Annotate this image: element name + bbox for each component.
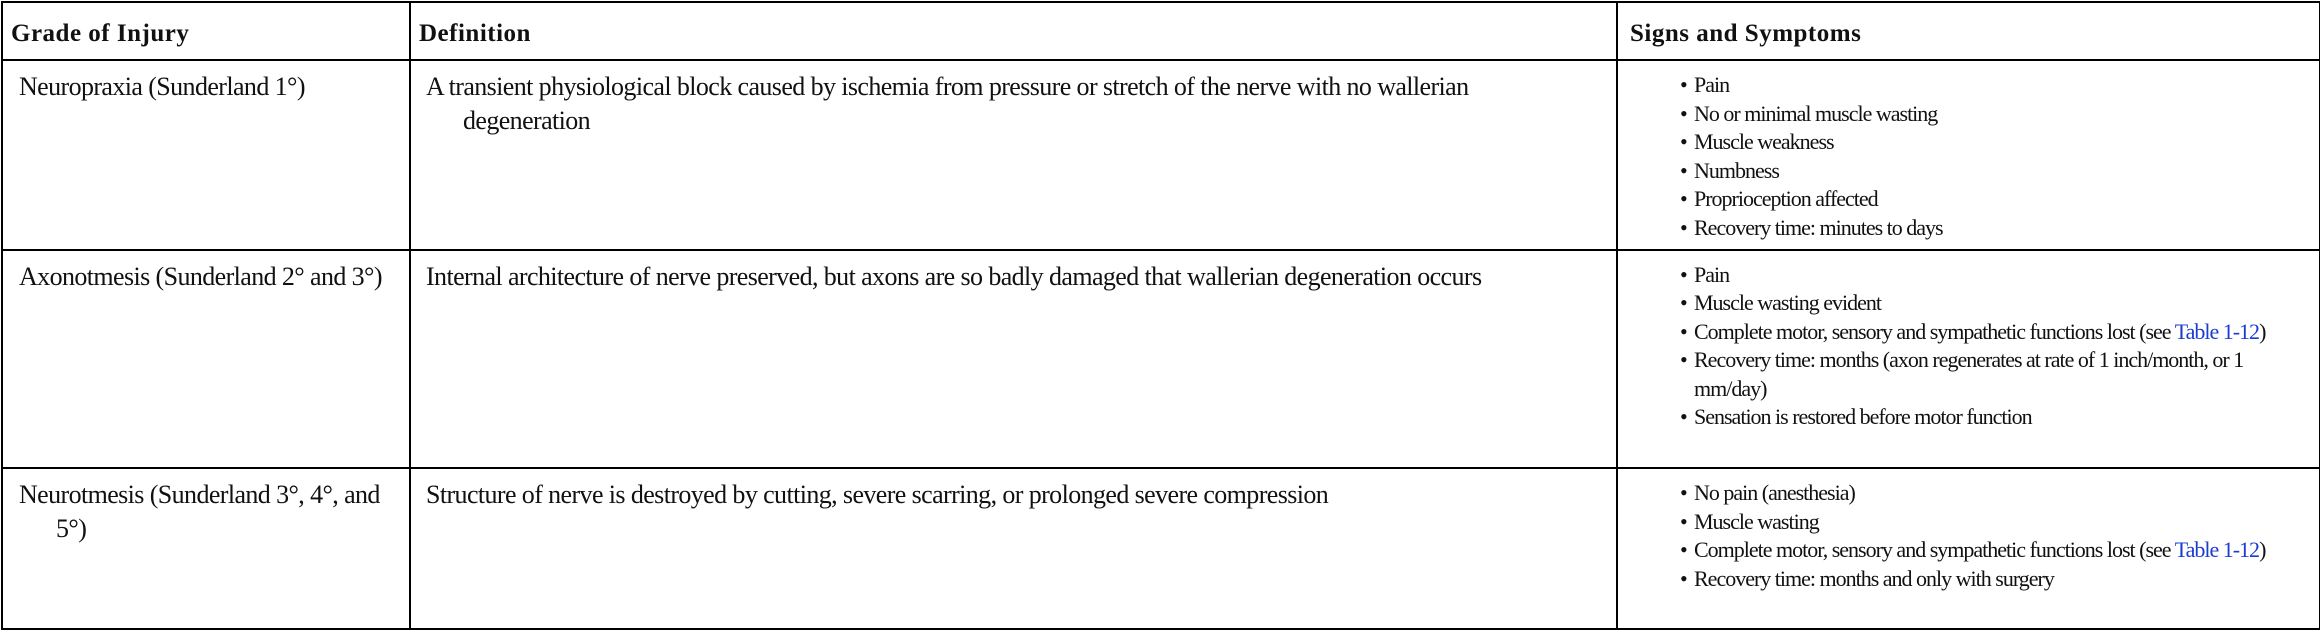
signs-cell bbox=[1617, 250, 2320, 469]
bullet-icon: • bbox=[1680, 508, 1687, 534]
bullet-icon: • bbox=[1680, 290, 1687, 316]
signs-cell bbox=[1617, 468, 2320, 629]
sign-text: Sensation is restored before motor function bbox=[1694, 404, 2032, 430]
sign-item bbox=[1680, 479, 2299, 508]
sign-item bbox=[1680, 346, 2299, 403]
bullet-icon: • bbox=[1680, 72, 1687, 97]
sign-item bbox=[1680, 100, 2299, 129]
definition-cell bbox=[410, 250, 1617, 469]
grade-cell bbox=[2, 60, 410, 250]
sign-text: Numbness bbox=[1694, 157, 1779, 183]
sign-text-suffix: ) bbox=[2259, 318, 2266, 344]
sign-item bbox=[1680, 214, 2299, 243]
signs-list bbox=[1680, 479, 2299, 593]
sign-item bbox=[1680, 157, 2299, 186]
header-grade: Grade of Injury bbox=[2, 2, 410, 60]
header-definition: Definition bbox=[410, 2, 1617, 60]
table-reference-link[interactable]: Table 1-12 bbox=[2174, 537, 2260, 563]
definition-text: Structure of nerve is destroyed by cutting, severe scarring, or prolonged severe compression bbox=[426, 480, 1329, 510]
sign-text: Muscle wasting bbox=[1694, 508, 1819, 534]
table-row bbox=[2, 468, 2320, 629]
sign-item bbox=[1680, 318, 2299, 347]
signs-list bbox=[1680, 71, 2299, 242]
sign-text: Pain bbox=[1694, 72, 1730, 97]
grade-text: Axonotmesis (Sunderland 2° and 3°) bbox=[19, 261, 382, 291]
sign-item bbox=[1680, 508, 2299, 537]
signs-list bbox=[1680, 261, 2299, 432]
table-row bbox=[2, 250, 2320, 469]
sign-text: Muscle weakness bbox=[1694, 129, 1834, 154]
bullet-icon: • bbox=[1680, 214, 1687, 240]
signs-cell bbox=[1617, 60, 2320, 250]
bullet-icon: • bbox=[1680, 186, 1687, 211]
table-header bbox=[2, 2, 2320, 60]
grade-text: Neurotmesis (Sunderland 3°, 4°, and 5°) bbox=[19, 480, 380, 544]
sign-item bbox=[1680, 261, 2299, 290]
sign-item bbox=[1680, 536, 2299, 565]
sign-text-suffix: ) bbox=[2259, 537, 2266, 563]
sign-text: Complete motor, sensory and sympathetic functions lost (see bbox=[1694, 537, 2175, 563]
header-row bbox=[2, 2, 2320, 60]
definition-cell bbox=[410, 468, 1617, 629]
sign-text: Pain bbox=[1694, 261, 1730, 287]
definition-cell bbox=[410, 60, 1617, 250]
bullet-icon: • bbox=[1680, 480, 1687, 506]
grade-text: Neuropraxia (Sunderland 1°) bbox=[19, 72, 305, 101]
sign-text: Proprioception affected bbox=[1694, 186, 1878, 211]
sign-item bbox=[1680, 185, 2299, 214]
grade-cell bbox=[2, 250, 410, 469]
bullet-icon: • bbox=[1680, 100, 1687, 126]
bullet-icon: • bbox=[1680, 318, 1687, 344]
sign-text: Muscle wasting evident bbox=[1694, 290, 1881, 316]
bullet-icon: • bbox=[1680, 565, 1687, 591]
sign-item bbox=[1680, 71, 2299, 100]
sign-item bbox=[1680, 565, 2299, 594]
header-signs: Signs and Symptoms bbox=[1617, 2, 2320, 60]
sign-text: No pain (anesthesia) bbox=[1694, 480, 1855, 506]
bullet-icon: • bbox=[1680, 157, 1687, 183]
sign-text: Recovery time: months and only with surgery bbox=[1694, 565, 2054, 591]
bullet-icon: • bbox=[1680, 537, 1687, 563]
bullet-icon: • bbox=[1680, 129, 1687, 154]
bullet-icon: • bbox=[1680, 404, 1687, 430]
sign-text: No or minimal muscle wasting bbox=[1694, 100, 1938, 126]
bullet-icon: • bbox=[1680, 261, 1687, 287]
definition-text: Internal architecture of nerve preserved, but axons are so badly damaged that wallerian degeneration occurs bbox=[426, 261, 1482, 291]
nerve-injury-table bbox=[1, 1, 2320, 630]
table-body bbox=[2, 60, 2320, 629]
grade-cell bbox=[2, 468, 410, 629]
table-reference-link[interactable]: Table 1-12 bbox=[2174, 318, 2260, 344]
sign-item bbox=[1680, 128, 2299, 157]
bullet-icon: • bbox=[1680, 347, 1687, 373]
sign-text: Recovery time: months (axon regenerates at rate of 1 inch/month, or 1 mm/day) bbox=[1694, 347, 2244, 401]
table-row bbox=[2, 60, 2320, 250]
definition-text: A transient physiological block caused by ischemia from pressure or stretch of the nerve with no wallerian degeneration bbox=[426, 72, 1469, 135]
sign-item bbox=[1680, 289, 2299, 318]
sign-text: Recovery time: minutes to days bbox=[1694, 214, 1943, 240]
sign-text: Complete motor, sensory and sympathetic functions lost (see bbox=[1694, 318, 2175, 344]
sign-item bbox=[1680, 403, 2299, 432]
